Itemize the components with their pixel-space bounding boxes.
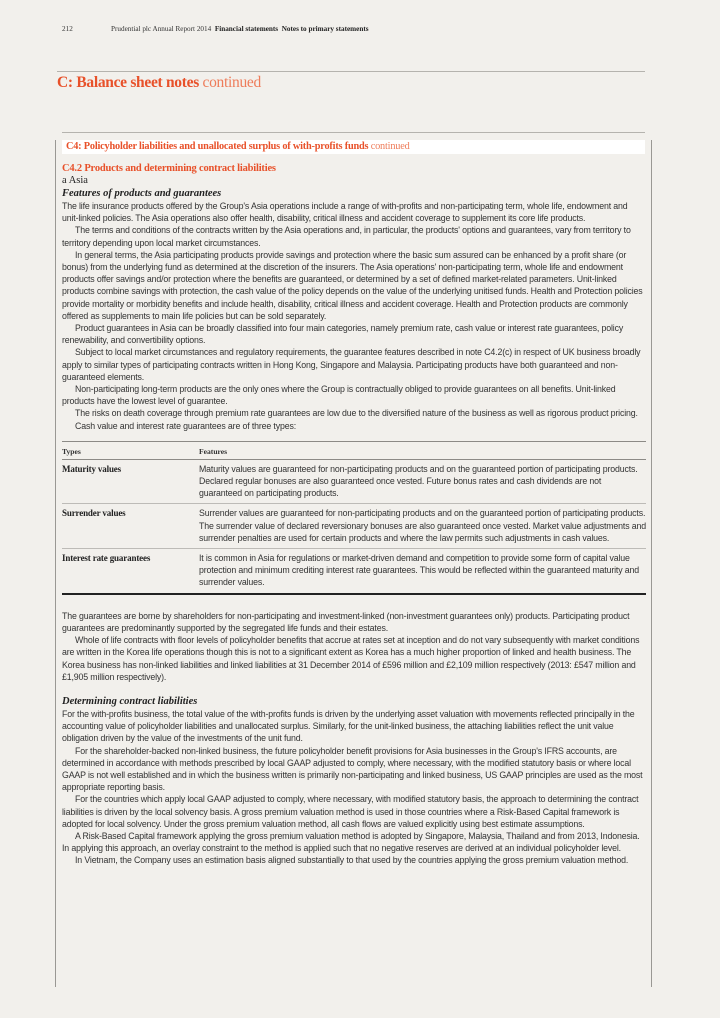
paragraph: Subject to local market circumstances and regulatory requirements, the guarantee features described in note C4.2(c) in respect of UK business broadly apply to similar types of participating contracts written in Hong Kong, Singapore and Malaysia. Participating products have both guaranteed and non-guaranteed elements.: [62, 347, 641, 382]
paragraph: For the countries which apply local GAAP adjusted to comply, where necessary, with modified statutory basis, the approach to determining the contract liabilities is driven by the local solvency basis. A gross premium valuation method is used in those countries where a Risk-Based Capital framework is adopted for local solvency. Under the gross premium valuation method, all cash flows are valued explicitly using best estimate assumptions.: [62, 794, 639, 829]
type-cell: Maturity values: [62, 459, 199, 504]
section-title: [57, 74, 261, 92]
table-row: [62, 459, 646, 504]
paragraph: For the shareholder-backed non-linked business, the future policyholder benefit provisions for Asia businesses in the Group's IFRS accounts, are determined in accordance with methods prescribed by local GAAP adjusted to comply, where necessary, with the modified statutory basis or where local GAAP is not well established and in which the business written is primarily non-participating and linked business, US GAAP principles are used as the most appropriate reporting basis.: [62, 745, 643, 793]
header-subsection: Notes to primary statements: [281, 25, 369, 33]
header-section: Financial statements: [214, 25, 279, 33]
table-row: [62, 549, 646, 594]
table-header-row: [62, 441, 646, 459]
publication-title: Prudential plc Annual Report 2014: [111, 25, 212, 33]
column-header-features: Features: [199, 441, 646, 459]
section-title-label: C: Balance sheet notes: [57, 74, 199, 91]
features-cell: Surrender values are guaranteed for non-participating products and on the guaranteed portion of participating products. The surrender value of declared reversionary bonuses are also guaranteed once vested. Market value adjustments and surrender penalties are used for certain products and where the law permits such adjustments in cash values.: [199, 504, 646, 549]
features-cell: It is common in Asia for regulations or market-driven demand and competition to provide some form of capital value protection and minimum crediting interest rate guarantees. This would be reflected within the guaranteed maturity and surrender values.: [199, 553, 639, 588]
type-cell: Interest rate guarantees: [62, 553, 151, 564]
column-header-types: Types: [62, 441, 199, 459]
section-title-continued: continued: [198, 74, 261, 91]
paragraph: A Risk-Based Capital framework applying the gross premium valuation method is adopted by Singapore, Malaysia, Thailand and from 2013, Indonesia. In applying this approach, an overlay constraint to the method is applied such that no negative reserves are derived at an individual policyholder level.: [62, 830, 640, 854]
table-row: [62, 504, 646, 549]
features-cell: Maturity values are guaranteed for non-participating products and on the guaranteed portion of participating products. Declared regular bonuses are also guaranteed once vested. Future bonus rates and cash dividends are not guaranteed on participating products.: [199, 459, 646, 504]
spacer: [62, 683, 646, 695]
paragraph: Cash value and interest rate guarantees are of three types:: [75, 420, 296, 431]
paragraph: In general terms, the Asia participating products provide savings and protection where the basic sum assured can be enhanced by a profit share (or bonus) from the underlying fund as determined at the discretion of the insurers. The Asia operations' non-participating term, whole life and endowment products offer savings and/or protection where the benefits are guaranteed, or determined by a set of defined market-related parameters. Unit-linked products combine savings with protection, the cash value of the policy depends on the value of the underlying unitised funds. Health and Protection policies provide mortality or morbidity benefits and include health, disability, critical illness and accident coverage. Health and Protection products are commonly offered as supplements to main life policies but can be sold separately.: [62, 249, 643, 321]
note-body: [62, 162, 646, 867]
c42-heading: C4.2 Products and determining contract liabilities: [62, 163, 276, 174]
paragraph: For the with-profits business, the total value of the with-profits funds is driven by the underlying asset valuation with movements reflected principally in the accounting value of policyholder liabilities and unallocated surplus. Similarly, for the unit-linked business, the attaching liabilities reflect the unit value obligation driven by the value of the investments of the unit fund.: [62, 708, 635, 744]
paragraph: The terms and conditions of the contracts written by the Asia operations and, in particular, the products' options and guarantees, vary from territory to territory depending upon local market circumstances.: [62, 225, 631, 248]
paragraph: The guarantees are borne by shareholders for non-participating and investment-linked (non-investment guarantees only) products. Participating product guarantees are predominantly supported by the segregated life funds and their estates.: [62, 610, 630, 633]
page-number: 212: [62, 25, 73, 33]
asia-heading: a Asia: [62, 175, 88, 186]
right-margin-bar: [651, 140, 652, 987]
note-subheading-continued: continued: [368, 141, 410, 152]
paragraph: Whole of life contracts with floor levels of policyholder benefits that accrue at rates set at inception and do not vary subsequently with market conditions are written in the Korea life operations though this is not to a significant extent as Korea has a much higher proportion of linked and health business. The Korea business has non-linked liabilities and linked liabilities at 31 December 2014 of £596 million and £2,109 million respectively (2013: £547 million and £1,905 million respectively).: [62, 635, 640, 682]
subsection-rule-divider: [62, 132, 645, 133]
paragraph: Non-participating long-term products are the only ones where the Group is contractually obliged to provide guarantees on all benefits. Unit-linked products have the lowest level of guarantee.: [62, 384, 616, 407]
determining-heading: Determining contract liabilities: [62, 695, 198, 707]
paragraph: Product guarantees in Asia can be broadly classified into four main categories, namely premium rate, cash value or interest rate guarantees, policy renewability, and convertibility options.: [62, 323, 624, 346]
note-subheading: [66, 141, 410, 152]
guarantee-types-table: [62, 441, 646, 595]
paragraph: The life insurance products offered by the Group's Asia operations include a range of with-profits and non-participating term, whole life, endowment and unit-linked policies. The Asia operations also offer health, disability, critical illness and accident coverage to supplement its core life products.: [62, 201, 628, 224]
running-header: [62, 25, 369, 33]
top-rule-divider: [57, 71, 645, 72]
note-subheading-label: C4: Policyholder liabilities and unallocated surplus of with-profits funds: [66, 141, 369, 152]
type-cell: Surrender values: [62, 504, 199, 549]
paragraph: In Vietnam, the Company uses an estimation basis aligned substantially to that used by the countries applying the gross premium valuation method.: [75, 855, 629, 866]
left-margin-bar: [55, 140, 56, 987]
paragraph: The risks on death coverage through premium rate guarantees are low due to the diversified nature of the business as well as rigorous product pricing.: [75, 408, 638, 419]
features-heading: Features of products and guarantees: [62, 188, 222, 199]
